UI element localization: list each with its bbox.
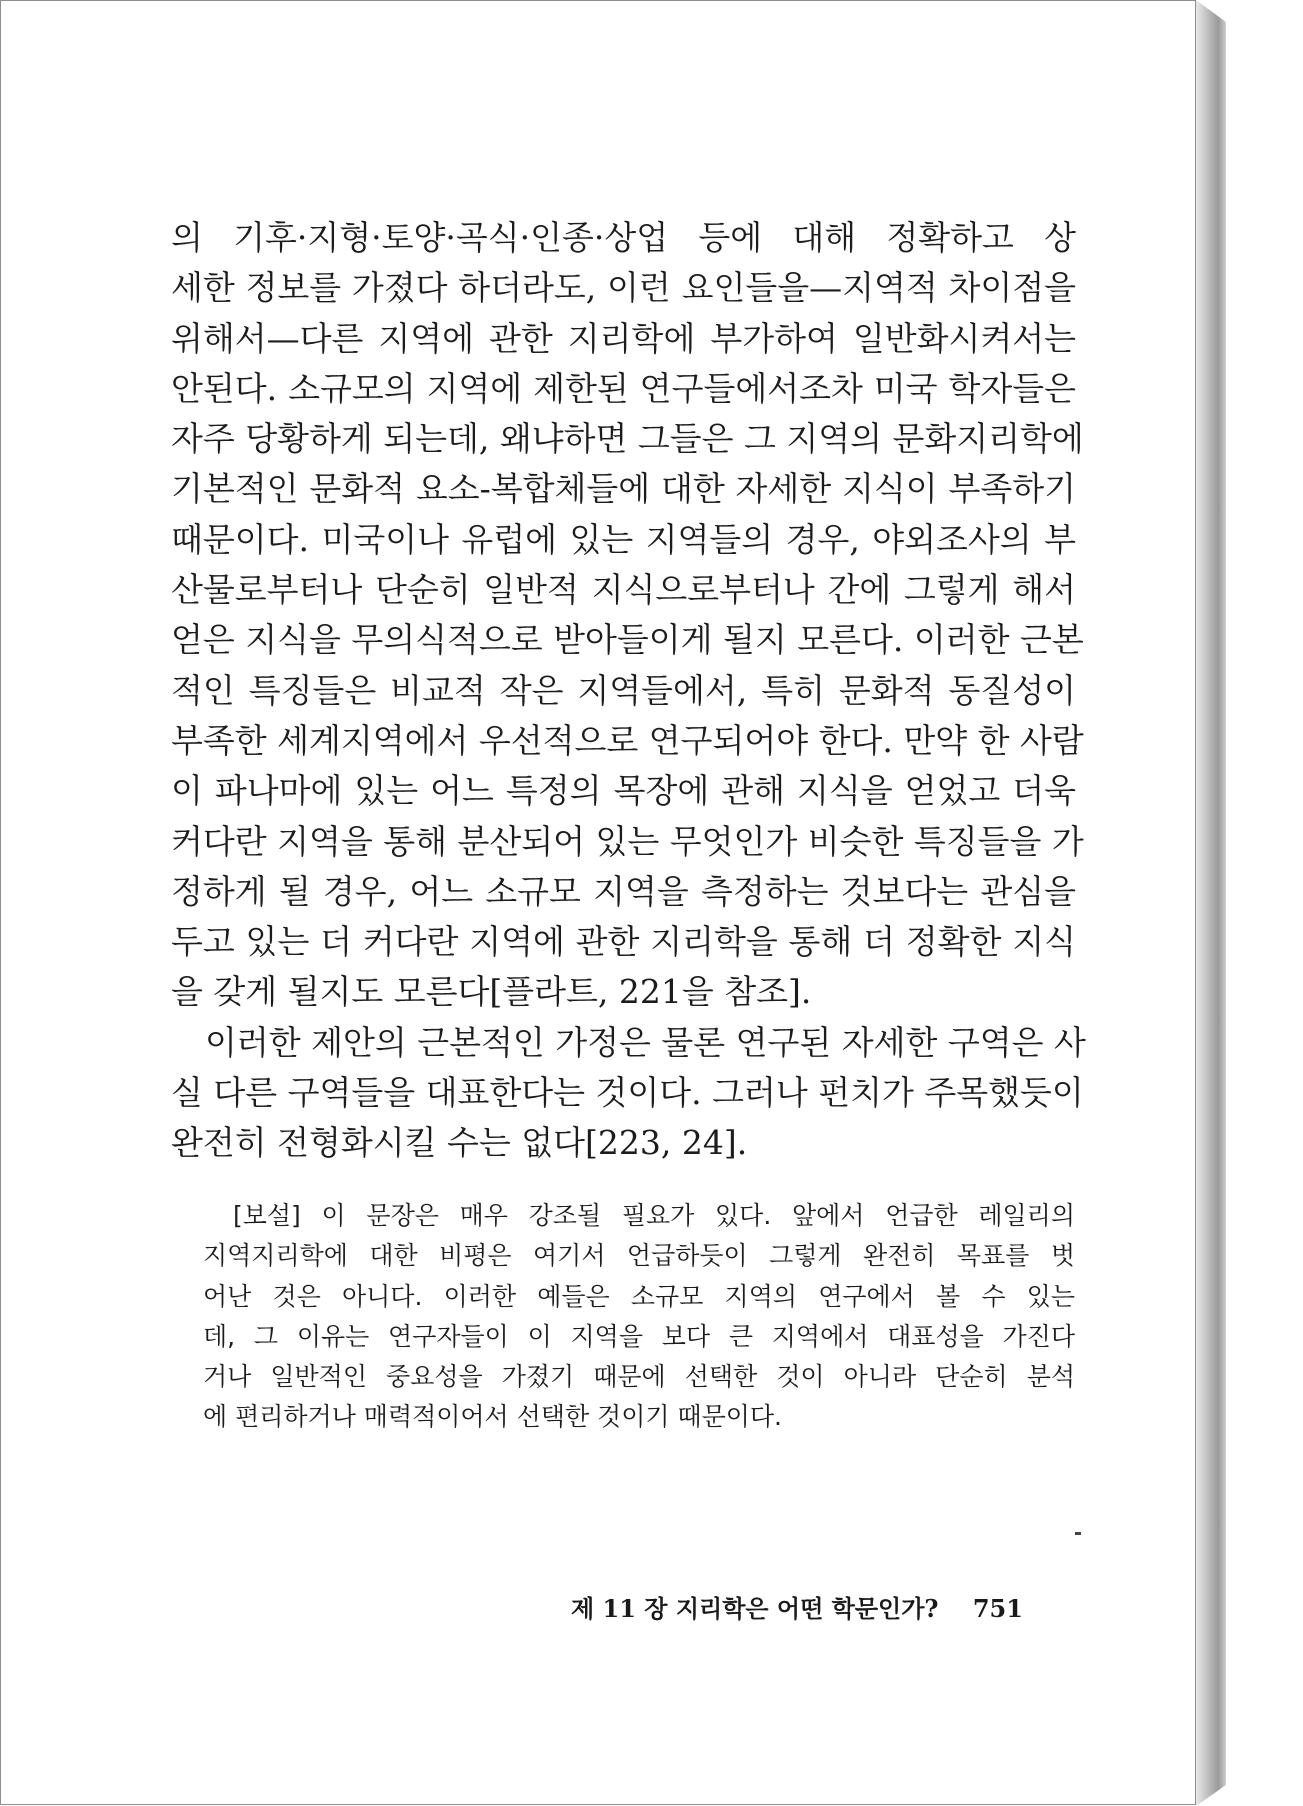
book-edge <box>1196 0 1226 1806</box>
scan-speck <box>1075 1532 1081 1535</box>
body-line: 자주 당황하게 되는데, 왜냐하면 그들은 그 지역의 문화지리학에 <box>171 419 1084 459</box>
body-line: 기본적인 문화적 요소-복합체들에 대한 자세한 지식이 부족하기 <box>171 469 1076 509</box>
body-line: 정하게 될 경우, 어느 소규모 지역을 측정하는 것보다는 관심을 <box>171 871 1076 911</box>
body-line: 이러한 제안의 근본적인 가정은 물론 연구된 자세한 구역은 사 <box>205 1022 1086 1062</box>
body-line: 위해서—다른 지역에 관한 지리학에 부가하여 일반화시켜서는 <box>171 318 1076 358</box>
body-line: 실 다른 구역들을 대표한다는 것이다. 그러나 펀치가 주목했듯이 <box>171 1073 1084 1113</box>
body-line: 두고 있는 더 커다란 지역에 관한 지리학을 통해 더 정확한 지식 <box>171 922 1076 962</box>
body-line: 세한 정보를 가졌다 하더라도, 이런 요인들을—지역적 차이점을 <box>171 268 1076 308</box>
note-line: [보설] 이 문장은 매우 강조될 필요가 있다. 앞에서 언급한 레일리의 <box>233 1201 1075 1230</box>
body-line: 적인 특징들은 비교적 작은 지역들에서, 특히 문화적 동질성이 <box>171 670 1076 710</box>
note-line: 어난 것은 아니다. 이러한 예들은 소규모 지역의 연구에서 볼 수 있는 <box>203 1281 1075 1311</box>
body-line: 커다란 지역을 통해 분산되어 있는 무엇인가 비슷한 특징들을 가 <box>171 821 1084 861</box>
body-line: 이 파나마에 있는 어느 특정의 목장에 관해 지식을 얻었고 더욱 <box>171 771 1076 811</box>
body-line: 산물로부터나 단순히 일반적 지식으로부터나 간에 그렇게 해서 <box>171 570 1076 610</box>
note-line: 거나 일반적인 중요성을 가졌기 때문에 선택한 것이 아니라 단순히 분석 <box>203 1362 1075 1392</box>
body-line: 안된다. 소규모의 지역에 제한된 연구들에서조차 미국 학자들은 <box>171 368 1076 408</box>
note-line: 지역지리학에 대한 비평은 여기서 언급하듯이 그렇게 완전히 목표를 벗 <box>203 1241 1075 1271</box>
note-line: 데, 그 이유는 연구자들이 이 지역을 보다 큰 지역에서 대표성을 가진다 <box>203 1321 1075 1351</box>
body-line: 때문이다. 미국이나 유럽에 있는 지역들의 경우, 야외조사의 부 <box>171 519 1076 559</box>
body-line: 의 기후·지형·토양·곡식·인종·상업 등에 대해 정확하고 상 <box>171 218 1076 257</box>
page-number: 751 <box>972 1594 1023 1623</box>
chapter-title: 제 11 장 지리학은 어떤 학문인가? <box>571 1594 939 1623</box>
body-line: 얻은 지식을 무의식적으로 받아들이게 될지 모른다. 이러한 근본 <box>171 620 1084 660</box>
note-line: 에 편리하거나 매력적이어서 선택한 것이기 때문이다. <box>203 1402 782 1432</box>
page-footer <box>571 1589 1046 1624</box>
supplementary-note <box>203 1196 1075 1438</box>
body-line: 을 갖게 될지도 모른다[플라트, 221을 참조]. <box>171 972 812 1012</box>
body-line: 완전히 전형화시킬 수는 없다[223, 24]. <box>171 1123 748 1163</box>
main-body-text <box>171 213 1086 1169</box>
body-line: 부족한 세계지역에서 우선적으로 연구되어야 한다. 만약 한 사람 <box>171 720 1084 760</box>
